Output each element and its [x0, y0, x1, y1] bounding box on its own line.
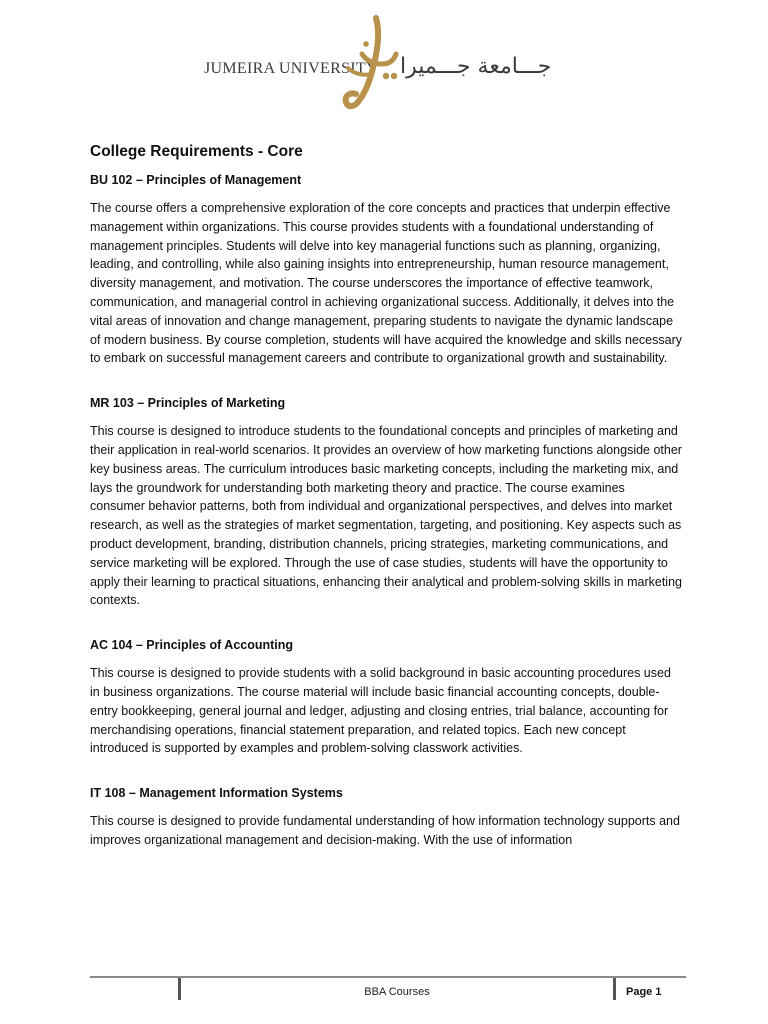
course-section-mr103	[90, 396, 682, 610]
course-title: BU 102 – Principles of Management	[90, 173, 302, 187]
course-section-it108	[90, 786, 682, 850]
footer-page-number: Page 1	[626, 986, 662, 998]
course-description: This course is designed to provide fundamental understanding of how information technology supports and improves organizational management and decision-making. With the use of information	[90, 814, 680, 847]
course-section-bu102	[90, 173, 682, 368]
course-section-ac104	[90, 638, 682, 758]
page-title: College Requirements - Core	[90, 143, 303, 160]
course-title: AC 104 – Principles of Accounting	[90, 638, 294, 653]
course-title: MR 103 – Principles of Marketing	[90, 396, 286, 411]
logo-latin-text: JUMEIRA UNIVERSITY	[204, 60, 378, 77]
course-description: This course is designed to introduce students to the foundational concepts and principles of marketing and their application in real-world scenarios. It provides an overview of how marketing functions alongside other key business areas. The curriculum introduces basic marketing concepts, including the marketing mix, and lays the groundwork for understanding both marketing theory and practice. The course examines consumer behavior patterns, both from individual and organizational perspectives, and delves into market research, as well as the strategies of market segmentation, targeting, and positioning. Key aspects such as product development, branding, distribution channels, pricing strategies, marketing communications, and service marketing will be explored. Through the use of case studies, students will have the opportunity to apply their learning to practical situations, enhancing their analytical and problem-solving skills in marketing contexts.	[90, 424, 682, 608]
course-description: The course offers a comprehensive exploration of the core concepts and practices that underpin effective management within organizations. This course provides students with a foundational understanding of management principles. Students will delve into key managerial functions such as planning, organizing, leading, and controlling, while also gaining insights into entrepreneurship, human resource management, diversity management, and motivation. The course underscores the importance of effective teamwork, communication, and managerial control in achieving organizational success. Additionally, it delves into the vital areas of innovation and change management, preparing students to navigate the dynamic landscape of modern business. By course completion, students will have acquired the knowledge and skills necessary to embark on successful management careers and contribute to organizational growth and sustainability.	[90, 201, 682, 366]
course-description: This course is designed to provide students with a solid background in basic accounting procedures used in business organizations. The course material will include basic financial accounting concepts, double-entry bookkeeping, general journal and ledger, adjusting and closing entries, trial balance, accounting for merchandising operations, financial statement preparation, and related topics. Each new concept introduced is supported by examples and problem-solving classwork activities.	[90, 666, 671, 756]
logo-arabic-text: جـــامعة جـــميرا	[400, 54, 552, 79]
footer-separator-right	[613, 978, 616, 1000]
university-logo	[200, 14, 560, 114]
footer-document-name: BBA Courses	[364, 986, 430, 998]
course-title: IT 108 – Management Information Systems	[90, 786, 343, 801]
calligraphy-emblem-icon	[336, 14, 406, 114]
document-body	[90, 143, 682, 878]
